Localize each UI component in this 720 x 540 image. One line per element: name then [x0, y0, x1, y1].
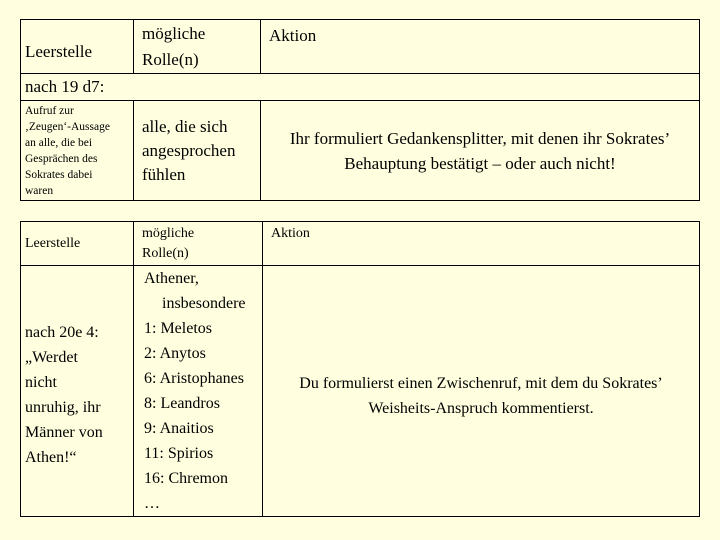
section-label: nach 19 d7: [21, 74, 700, 101]
row1-leerstelle: Aufruf zur ‚Zeugen‘-Aussage an alle, die bei Gesprächen des Sokrates dabei waren [21, 101, 134, 201]
row2-rolle: Athener, insbesondere 1: Meletos 2: Anytos 6: Aristophanes 8: Leandros 9: Anaitios 11: Spirios 16: Chremon … [134, 266, 263, 517]
row2-aktion: Du formulierst einen Zwischenruf, mit dem du Sokrates’ Weisheits-Anspruch kommentierst. [263, 266, 700, 517]
row2-leerstelle: nach 20e 4: „Werdet nicht unruhig, ihr Männer von Athen!“ [21, 266, 134, 517]
header2-leerstelle: Leerstelle [21, 222, 134, 266]
row1-aktion: Ihr formuliert Gedankensplitter, mit denen ihr Sokrates’ Behauptung bestätigt – oder auch nicht! [261, 101, 700, 201]
roles-table-1 [20, 19, 700, 201]
header-rolle: mögliche Rolle(n) [134, 20, 261, 74]
header2-aktion: Aktion [263, 222, 700, 266]
header-leerstelle: Leerstelle [21, 20, 134, 74]
header2-rolle: mögliche Rolle(n) [134, 222, 263, 266]
header-aktion: Aktion [261, 20, 700, 74]
row1-rolle: alle, die sich angesprochen fühlen [134, 101, 261, 201]
roles-table-2 [20, 221, 700, 517]
